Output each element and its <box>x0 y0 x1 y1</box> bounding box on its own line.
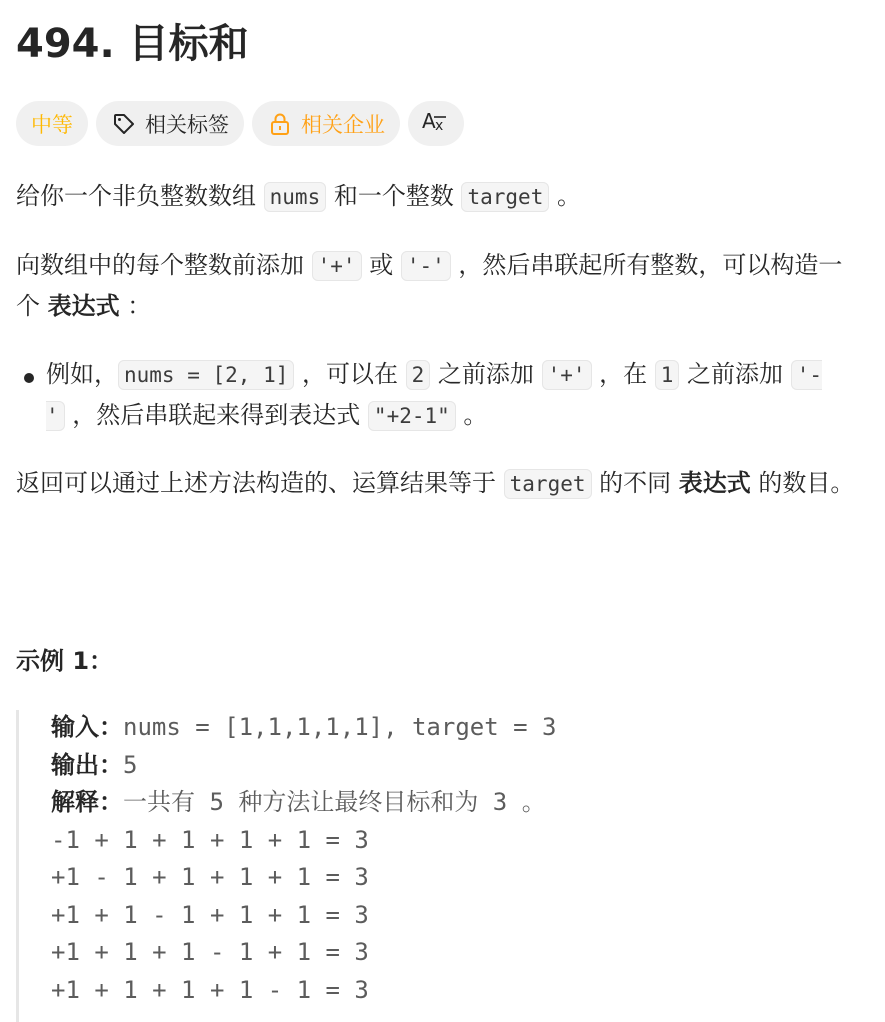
example-title: 示例 1： <box>16 647 114 675</box>
input-value: nums = [1,1,1,1,1], target = 3 <box>123 713 557 741</box>
text: 或 <box>361 251 401 279</box>
list-item <box>46 354 836 436</box>
inline-code: '+' <box>312 251 362 281</box>
text: 。 <box>549 182 581 210</box>
difficulty-badge[interactable]: 中等 <box>16 101 88 146</box>
companies-tag-button[interactable] <box>252 101 400 146</box>
text: 的数目。 <box>750 469 855 497</box>
text: 的不同 <box>591 469 679 497</box>
example-expression-line: +1 + 1 - 1 + 1 + 1 = 3 <box>51 901 369 929</box>
tag-icon <box>111 111 137 137</box>
description-paragraph-3 <box>16 463 856 504</box>
text: ，可以在 <box>294 360 406 388</box>
inline-code: '-' <box>401 251 451 281</box>
inline-code: target <box>504 469 592 499</box>
description-paragraph-2 <box>16 245 846 326</box>
text: ，在 <box>591 360 655 388</box>
example-block <box>16 710 876 1022</box>
inline-code: target <box>461 182 549 212</box>
svg-text:A: A <box>422 109 436 133</box>
translate-button[interactable] <box>408 101 464 146</box>
output-value: 5 <box>123 751 138 779</box>
inline-code: nums = [2, 1] <box>118 360 294 390</box>
inline-code: 1 <box>655 360 680 390</box>
text: 给你一个非负整数数组 <box>16 182 264 210</box>
example-expression-line: +1 + 1 + 1 + 1 - 1 = 3 <box>51 976 369 1004</box>
example-expression-line: -1 + 1 + 1 + 1 + 1 = 3 <box>51 826 369 854</box>
inline-code: 2 <box>406 360 431 390</box>
input-label: 输入： <box>51 713 123 741</box>
description-paragraph-1 <box>16 176 581 217</box>
text: 。 <box>455 401 488 429</box>
text: 和一个整数 <box>326 182 462 210</box>
tag-bar <box>16 101 464 146</box>
inline-code: '+' <box>542 360 592 390</box>
topics-tag-label: 相关标签 <box>145 112 229 137</box>
text: ： <box>119 292 152 320</box>
explanation-value: 一共有 5 种方法让最终目标和为 3 。 <box>123 788 546 816</box>
text: ，然后串联起来得到表达式 <box>64 401 368 429</box>
topics-tag-button[interactable] <box>96 101 244 146</box>
example-input <box>51 712 556 742</box>
problem-title: 494. 目标和 <box>16 21 249 67</box>
explanation-label: 解释： <box>51 788 123 816</box>
text: 例如， <box>46 360 118 388</box>
svg-text:x: x <box>435 118 444 133</box>
example-expression-line: +1 + 1 + 1 - 1 + 1 = 3 <box>51 938 369 966</box>
bold-term: 表达式 <box>47 292 120 320</box>
lock-icon <box>267 111 293 137</box>
example-expression-line: +1 - 1 + 1 + 1 + 1 = 3 <box>51 863 369 891</box>
text: ，然后串联起所有整数，可以构造一个 <box>16 251 843 320</box>
inline-code: "+2-1" <box>368 401 456 431</box>
inline-code: nums <box>264 182 327 212</box>
inline-code: '-' <box>46 360 822 431</box>
example-output <box>51 750 137 780</box>
text: 之前添加 <box>679 360 791 388</box>
bold-term: 表达式 <box>678 469 751 497</box>
companies-tag-label: 相关企业 <box>301 112 385 137</box>
text: 向数组中的每个整数前添加 <box>16 251 312 279</box>
translate-icon <box>422 109 450 138</box>
list-bullet <box>24 373 34 383</box>
text: 返回可以通过上述方法构造的、运算结果等于 <box>16 469 504 497</box>
example-explanation <box>51 787 546 817</box>
text: 之前添加 <box>430 360 542 388</box>
output-label: 输出： <box>51 751 123 779</box>
